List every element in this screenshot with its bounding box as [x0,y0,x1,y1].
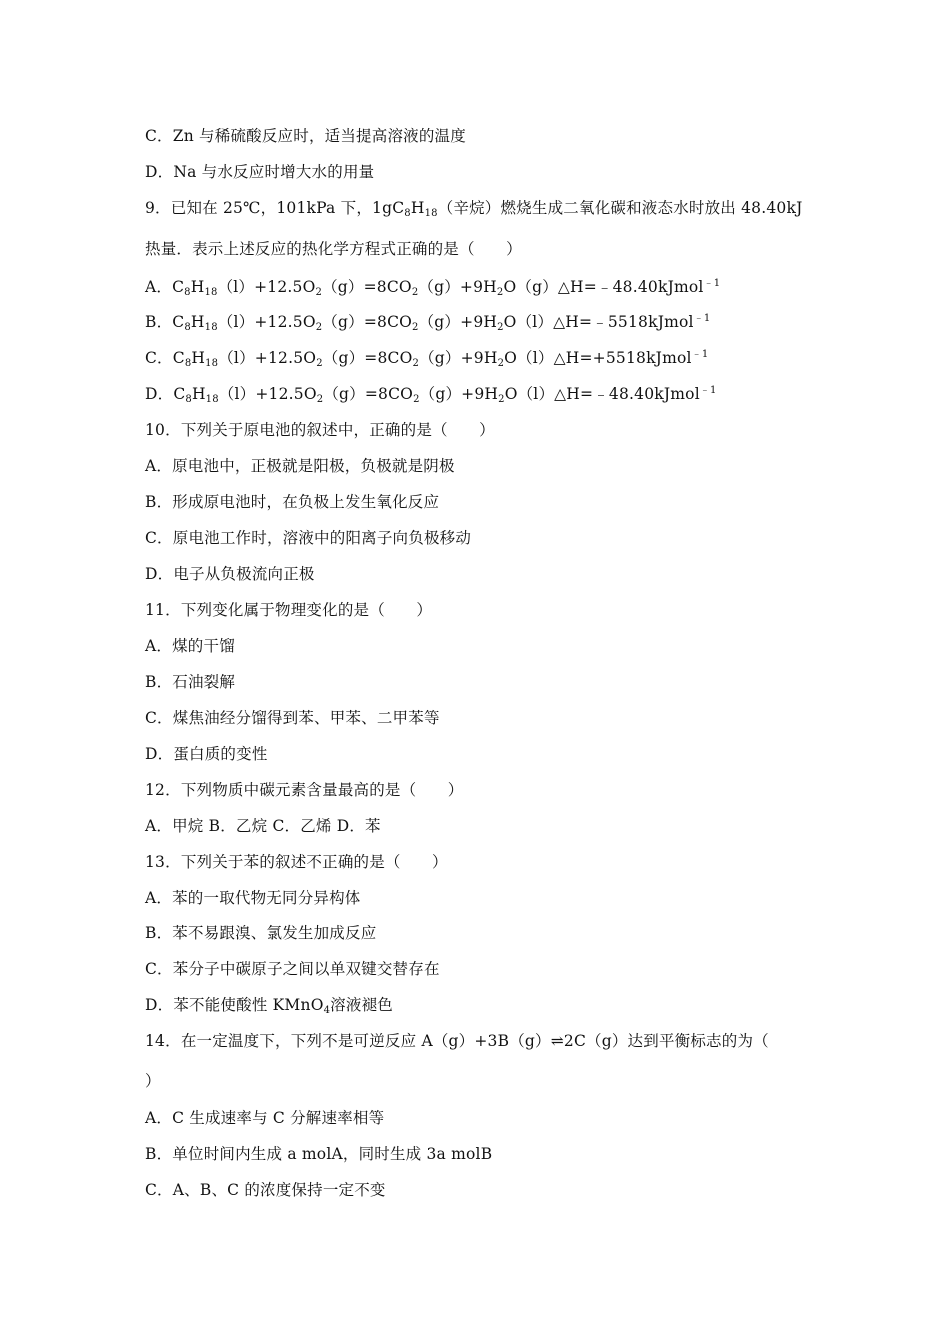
text-line-q14c [145,1180,386,1200]
text-line-q13b [145,923,376,943]
subscript: 18 [205,358,219,369]
text-run: O（l）△H=﹣48.40kJmol [504,385,700,403]
text-run: 9．已知在 25℃，101kPa 下，1gC [145,199,405,217]
subscript: 2 [411,287,419,298]
text-line-q10c [145,528,471,548]
text-run: ） [145,1072,161,1090]
text-run: C．煤焦油经分馏得到苯、甲苯、二甲苯等 [145,709,440,727]
text-run: A．甲烷 B．乙烷 C．乙烯 D．苯 [145,817,381,835]
text-line-q11c [145,708,440,728]
text-line-q11d [145,744,268,764]
text-line-q8d [145,162,374,182]
text-run: D．C [145,385,186,403]
text-run: （辛烷）燃烧生成二氧化碳和液态水时放出 48.40kJ [437,199,803,217]
subscript: 2 [412,322,419,333]
text-run: H [190,278,205,296]
text-run: 13．下列关于苯的叙述不正确的是（ ） [145,853,448,871]
text-run: A．煤的干馏 [145,637,235,655]
subscript: 2 [316,358,323,369]
text-line-q9a [145,277,720,297]
text-line-q10 [145,420,495,440]
text-run: C．Zn 与稀硫酸反应时，适当提高溶液的温度 [145,127,466,145]
text-run: D．Na 与水反应时增大水的用量 [145,163,375,181]
text-run: 12．下列物质中碳元素含量最高的是（ ） [145,781,464,799]
subscript: 2 [496,287,504,298]
subscript: 18 [204,287,218,298]
text-line-q9b [145,239,522,259]
text-run: （g）+9H [418,278,497,296]
text-line-q14a [145,1108,384,1128]
text-line-q10d [145,564,315,584]
subscript: 4 [323,1005,331,1016]
text-run: H [191,349,206,367]
text-line-q13a [145,888,361,908]
text-run: B．苯不易跟溴、氯发生加成反应 [145,924,377,942]
text-run: A．原电池中，正极就是阳极，负极就是阴极 [145,457,455,475]
supscript: ﹣1 [699,385,717,396]
text-run: （g）=8CO [322,313,413,331]
subscript: 8 [184,322,191,333]
text-run: （g）+9H [418,313,498,331]
text-line-q13 [145,852,448,872]
subscript: 18 [204,322,218,333]
text-line-q9bb [145,312,710,332]
subscript: 8 [185,394,192,405]
subscript: 2 [497,358,505,369]
text-line-q14 [145,1031,769,1051]
text-run: 14．在一定温度下，下列不是可逆反应 A（g）+3B（g）⇌2C（g）达到平衡标志的为（ [145,1032,769,1050]
text-line-q9c [145,348,708,368]
text-run: 溶液褪色 [330,996,393,1014]
text-line-q13c [145,959,440,979]
text-run: C．C [145,349,185,367]
text-run: B．石油裂解 [145,673,236,691]
subscript: 2 [315,322,323,333]
text-run: （g）=8CO [323,385,414,403]
text-run: （g）+9H [419,385,499,403]
text-line-q11a [145,636,235,656]
subscript: 2 [498,394,505,405]
text-line-q14bb [145,1144,492,1164]
text-line-q12 [145,780,463,800]
subscript: 2 [315,287,323,298]
text-run: D．蛋白质的变性 [145,745,268,763]
text-run: H [191,385,206,403]
text-run: （l）+12.5O [218,385,317,403]
subscript: 2 [413,394,420,405]
text-run: C．A、B、C 的浓度保持一定不变 [145,1181,386,1199]
text-run: H [190,313,205,331]
subscript: 8 [404,208,411,219]
text-run: D．电子从负极流向正极 [145,565,315,583]
text-line-q9 [145,198,803,218]
text-run: （g）=8CO [322,278,412,296]
text-line-q10a [145,456,455,476]
text-run: C．原电池工作时，溶液中的阳离子向负极移动 [145,529,472,547]
text-line-q14b [145,1071,161,1091]
text-run: B．C [145,313,185,331]
text-run: A．C [145,278,185,296]
text-run: （g）=8CO [322,349,413,367]
text-run: 热量．表示上述反应的热化学方程式正确的是（ ） [145,240,522,258]
supscript: ﹣1 [691,349,709,360]
text-line-q9d [145,384,717,404]
text-run: C．苯分子中碳原子之间以单双键交替存在 [145,960,440,978]
text-run: O（g）△H=﹣48.40kJmol [503,278,704,296]
subscript: 8 [184,287,191,298]
subscript: 2 [412,358,420,369]
subscript: 8 [184,358,192,369]
text-run: （g）+9H [419,349,498,367]
text-run: （l）+12.5O [217,313,316,331]
text-run: B．单位时间内生成 a molA，同时生成 3a molB [145,1145,493,1163]
text-run: H [410,199,425,217]
text-run: （l）+12.5O [217,278,316,296]
text-run: O（l）△H=+5518kJmol [504,349,692,367]
text-line-q11b [145,672,235,692]
text-run: D．苯不能使酸性 KMnO [145,996,324,1014]
text-line-q13d [145,995,393,1015]
text-line-q10b [145,492,439,512]
subscript: 2 [316,394,324,405]
subscript: 18 [205,394,219,405]
text-line-q8c [145,126,466,146]
subscript: 18 [424,208,438,219]
text-run: A．苯的一取代物无同分异构体 [145,889,361,907]
text-run: 11．下列变化属于物理变化的是（ ） [145,601,433,619]
text-run: B．形成原电池时，在负极上发生氧化反应 [145,493,440,511]
text-run: O（l）△H=﹣5518kJmol [503,313,694,331]
text-line-q11 [145,600,432,620]
supscript: ﹣1 [703,278,721,289]
text-run: A．C 生成速率与 C 分解速率相等 [145,1109,385,1127]
text-run: （l）+12.5O [218,349,317,367]
supscript: ﹣1 [693,313,711,324]
subscript: 2 [497,322,504,333]
text-line-q12a [145,816,381,836]
text-run: 10．下列关于原电池的叙述中，正确的是（ ） [145,421,495,439]
